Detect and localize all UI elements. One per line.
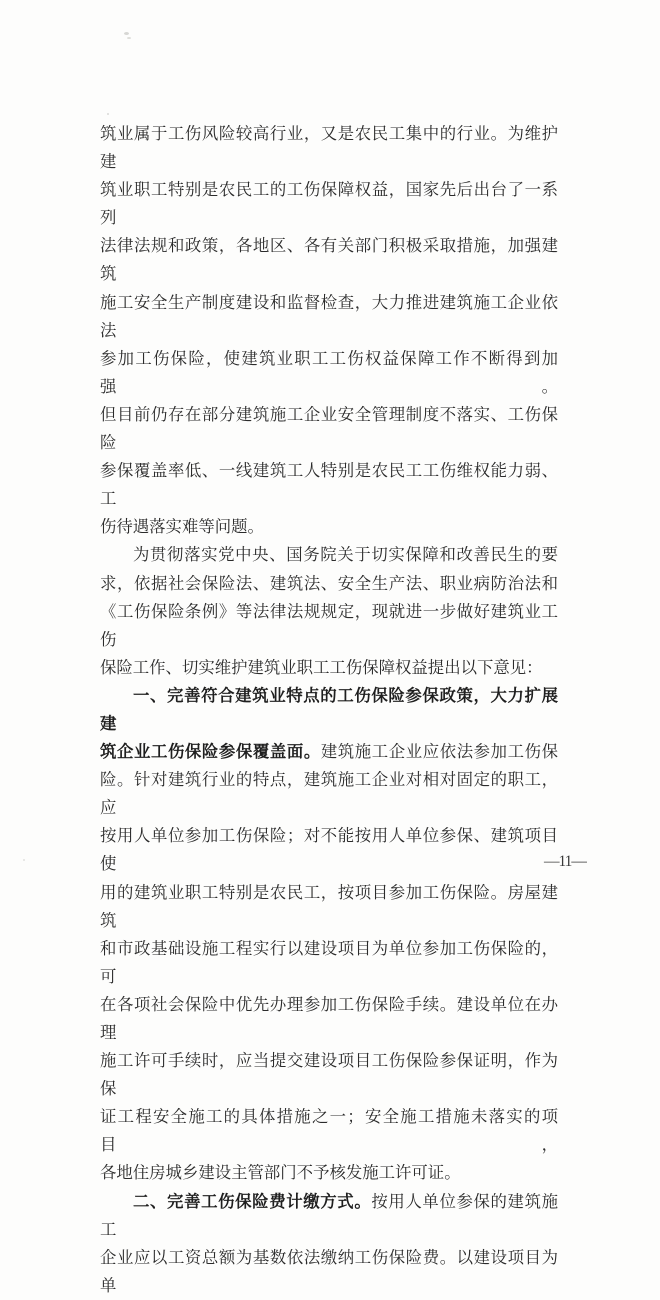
text-segment: 各地住房城乡建设主管部门不予核发施工许可证。 (100, 1163, 461, 1183)
text-line (100, 457, 558, 513)
text-segment: 保险工作、切实维护建筑业职工工伤保障权益提出以下意见： (100, 657, 543, 677)
text-segment: 按用人单位参加工伤保险；对不能按用人单位参保、建筑项目使 (100, 826, 558, 874)
text-line (100, 1188, 558, 1244)
text-segment: 法律法规和政策，各地区、各有关部门积极采取措施，加强建筑 (100, 236, 558, 284)
text-line (100, 1159, 558, 1187)
bold-text-segment: 二、完善工伤保险费计缴方式。 (133, 1191, 372, 1211)
text-line (100, 682, 558, 738)
bold-text-segment: 一、完善符合建筑业特点的工伤保险参保政策，大力扩展建 (100, 685, 558, 733)
text-line (100, 401, 558, 457)
text-line (100, 1244, 558, 1300)
scan-speck (23, 859, 25, 861)
document-body (100, 120, 558, 1300)
text-line (100, 822, 558, 878)
text-segment: 但目前仍存在部分建筑施工企业安全管理制度不落实、工伤保险 (100, 404, 558, 453)
text-segment: 伤待遇落实难等问题。 (100, 517, 264, 537)
text-segment: 为贯彻落实党中央、国务院关于切实保障和改善民生的要 (133, 545, 558, 565)
text-segment: 参加工伤保险，使建筑业职工工伤权益保障工作不断得到加强。 (100, 348, 558, 396)
text-segment: 筑业属于工伤风险较高行业，又是农民工集中的行业。为维护建 (100, 124, 558, 172)
text-segment: 企业应以工资总额为基数依法缴纳工伤保险费。以建设项目为单 (100, 1247, 558, 1295)
bold-text-segment: 筑企业工伤保险参保覆盖面。 (100, 742, 321, 762)
scan-speck (127, 37, 131, 39)
scan-speck (124, 32, 129, 35)
text-segment: 参保覆盖率低、一线建筑工人特别是农民工工伤维权能力弱、工 (100, 461, 558, 509)
text-line (100, 654, 558, 682)
text-segment: 险。针对建筑行业的特点，建筑施工企业对相对固定的职工，应 (100, 770, 558, 818)
text-segment: 《工伤保险条例》等法律法规规定，现就进一步做好建筑业工伤 (100, 601, 558, 649)
text-segment: 按用人单位参保的建筑施工 (100, 1191, 559, 1239)
text-line (100, 176, 558, 232)
text-segment: 施工安全生产制度建设和监督检查，大力推进建筑施工企业依法 (100, 292, 558, 340)
text-segment: 建筑施工企业应依法参加工伤保 (320, 742, 559, 762)
text-line (100, 289, 558, 345)
text-segment: 施工许可手续时，应当提交建设项目工伤保险参保证明，作为保 (100, 1051, 558, 1099)
text-line (100, 879, 558, 935)
text-segment: 筑业职工特别是农民工的工伤保障权益，国家先后出台了一系列 (100, 180, 558, 228)
text-segment: 和市政基础设施工程实行以建设项目为单位参加工伤保险的，可 (100, 938, 558, 986)
text-segment: 求，依据社会保险法、建筑法、安全生产法、职业病防治法和 (100, 573, 558, 593)
text-line (100, 766, 558, 822)
text-segment: 证工程安全施工的具体措施之一；安全施工措施未落实的项目， (100, 1107, 558, 1155)
text-line (100, 738, 558, 766)
text-line (100, 1103, 558, 1159)
scan-speck (107, 113, 109, 115)
text-line (100, 991, 558, 1047)
text-line (100, 232, 558, 288)
text-segment: 在各项社会保险中优先办理参加工伤保险手续。建设单位在办理 (100, 994, 558, 1042)
page-number: —11— (544, 853, 586, 870)
text-line (100, 513, 558, 541)
text-line (100, 345, 558, 401)
text-line (100, 120, 558, 176)
text-line (100, 935, 558, 991)
text-line (100, 541, 558, 569)
text-line (100, 598, 558, 654)
text-line (100, 1047, 558, 1103)
text-line (100, 570, 558, 598)
text-segment: 用的建筑业职工特别是农民工，按项目参加工伤保险。房屋建筑 (100, 882, 558, 930)
